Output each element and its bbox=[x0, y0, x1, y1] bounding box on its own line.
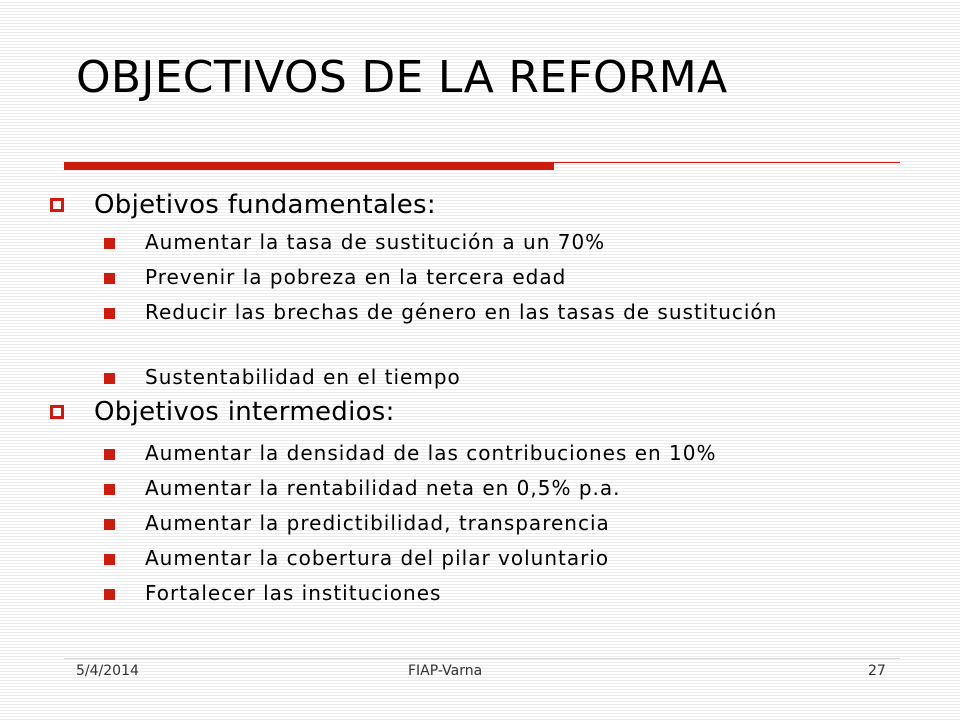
section-heading-fundamentales bbox=[50, 185, 436, 225]
section-heading-text: Objetivos intermedios: bbox=[94, 397, 395, 427]
slide-title: OBJECTIVOS DE LA REFORMA bbox=[76, 52, 728, 103]
list-item-text: Aumentar la densidad de las contribuciones en 10% bbox=[145, 441, 717, 465]
square-bullet-icon bbox=[104, 238, 115, 249]
square-bullet-icon bbox=[104, 519, 115, 530]
square-bullet-icon bbox=[104, 308, 115, 319]
list-item-text: Prevenir la pobreza en la tercera edad bbox=[145, 265, 567, 289]
list-item bbox=[104, 366, 894, 388]
footer-divider bbox=[64, 658, 900, 659]
list-item bbox=[104, 231, 894, 253]
list-item bbox=[104, 582, 894, 604]
hollow-square-bullet-icon bbox=[50, 198, 64, 212]
square-bullet-icon bbox=[104, 589, 115, 600]
list-item bbox=[104, 442, 894, 464]
section-heading-text: Objetivos fundamentales: bbox=[94, 190, 436, 220]
list-item-text: Aumentar la rentabilidad neta en 0,5% p.a. bbox=[145, 476, 621, 500]
list-item bbox=[104, 266, 894, 288]
footer-label: FIAP-Varna bbox=[408, 663, 483, 679]
square-bullet-icon bbox=[104, 373, 115, 384]
list-item-text: Aumentar la tasa de sustitución a un 70% bbox=[145, 230, 606, 254]
square-bullet-icon bbox=[104, 449, 115, 460]
list-item-text: Reducir las brechas de género en las tasas de sustitución bbox=[145, 300, 778, 324]
square-bullet-icon bbox=[104, 273, 115, 284]
list-item-text: Aumentar la cobertura del pilar voluntario bbox=[145, 546, 610, 570]
section-heading-intermedios bbox=[50, 392, 395, 432]
list-item-text: Sustentabilidad en el tiempo bbox=[145, 365, 461, 389]
footer-date: 5/4/2014 bbox=[76, 663, 139, 679]
list-item-text: Fortalecer las instituciones bbox=[145, 581, 442, 605]
list-item bbox=[104, 301, 894, 323]
page-number: 27 bbox=[868, 663, 886, 679]
list-item bbox=[104, 477, 894, 499]
list-item bbox=[104, 547, 894, 569]
hollow-square-bullet-icon bbox=[50, 405, 64, 419]
square-bullet-icon bbox=[104, 484, 115, 495]
square-bullet-icon bbox=[104, 554, 115, 565]
list-item-text: Aumentar la predictibilidad, transparencia bbox=[145, 511, 610, 535]
list-item bbox=[104, 512, 894, 534]
